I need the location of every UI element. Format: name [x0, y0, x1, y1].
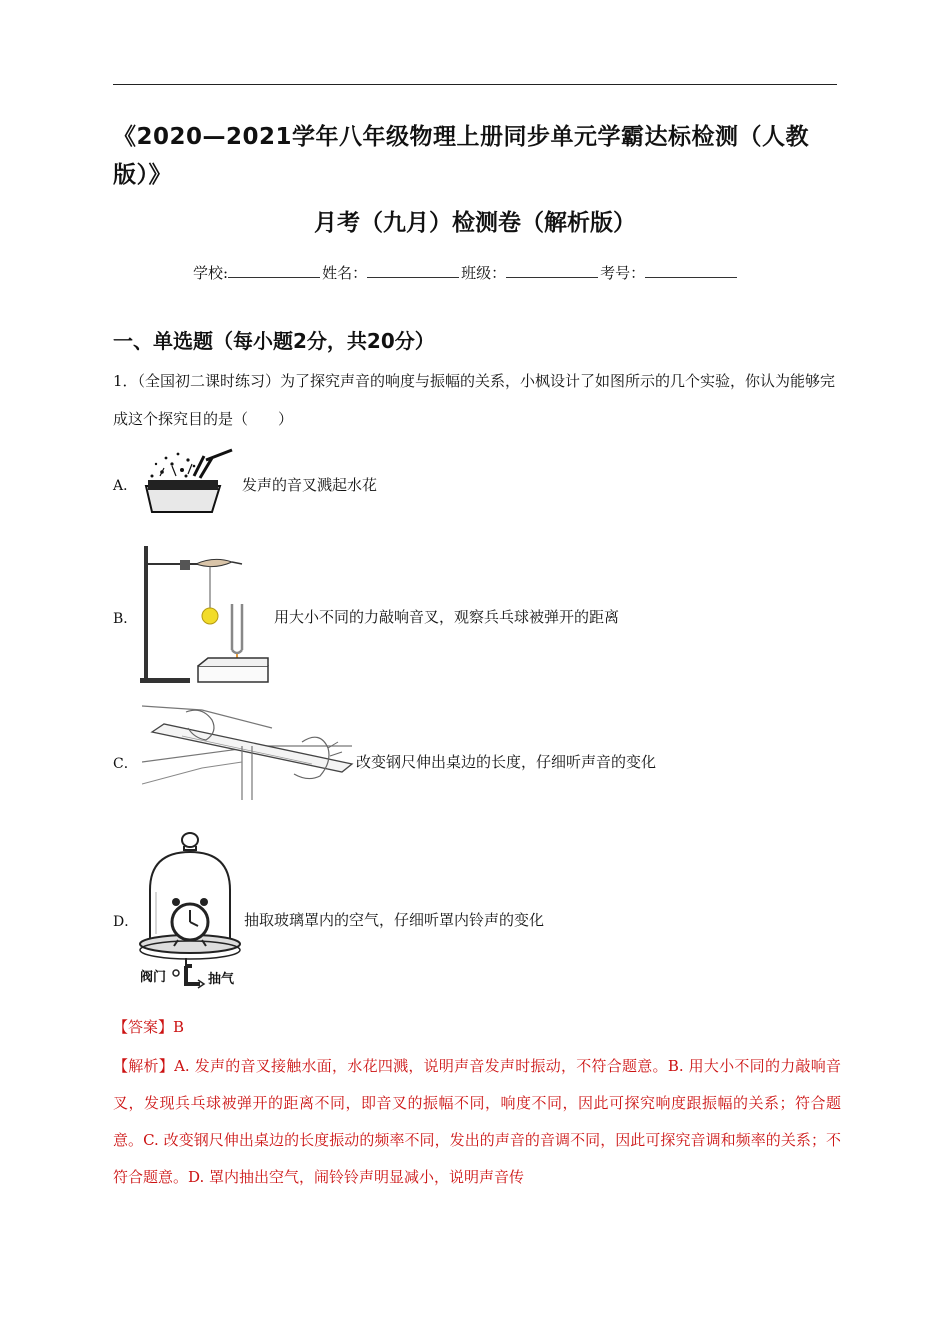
class-blank[interactable]: [506, 262, 598, 278]
school-blank[interactable]: [228, 262, 320, 278]
school-label: 学校:: [193, 264, 229, 282]
name-label: 姓名：: [322, 264, 368, 282]
series-title: 《2020—2021学年八年级物理上册同步单元学霸达标检测（人教版）》: [113, 124, 810, 188]
section-heading: 一、单选题（每小题2分，共20分）: [113, 329, 435, 353]
option-a-text: 发声的音叉溅起水花: [242, 476, 378, 494]
name-blank[interactable]: [367, 262, 459, 278]
option-b-text: 用大小不同的力敲响音叉，观察兵乓球被弹开的距离: [274, 608, 620, 626]
analysis-block: [113, 1048, 841, 1196]
answer-value: B: [173, 1018, 185, 1036]
valve-label: 阀门: [140, 970, 167, 985]
exam-no-blank[interactable]: [645, 262, 737, 278]
option-b-label: B．: [113, 611, 138, 627]
option-d-label: D．: [113, 914, 139, 930]
option-d-text: 抽取玻璃罩内的空气，仔细听罩内铃声的变化: [244, 911, 545, 929]
bell-jar-figure: [136, 830, 244, 992]
valve-pipe-icon: [170, 964, 210, 990]
tuning-fork-water-figure: [142, 446, 238, 516]
exam-no-label: 考号：: [600, 264, 646, 282]
class-label: 班级：: [461, 264, 507, 282]
pump-label: 抽气: [208, 972, 235, 987]
option-c-text: 改变钢尺伸出桌边的长度，仔细听声音的变化: [356, 753, 657, 771]
answer-tag: 【答案】: [113, 1018, 174, 1036]
question-stem: 1．（全国初二课时练习）为了探究声音的响度与振幅的关系，小枫设计了如图所示的几个实验，你认为能够完成这个探究目的是（ ）: [113, 372, 836, 428]
analysis-text: A. 发声的音叉接触水面，水花四溅，说明声音发声时振动，不符合题意。B. 用大小不同的力敲响音叉，发现兵乓球被弹开的距离不同，即音叉的振幅不同，响度不同，因此可探究响度跟振幅的关系；符合题意。C. 改变钢尺伸出桌边的长度振动的频率不同，发出的声音的音调不同，因此可探究音调和频率的关系；不符合题意。D. 罩内抽出空气，闹铃铃声明显减小，说明声音传: [113, 1057, 841, 1186]
student-info-line: [193, 262, 739, 284]
analysis-tag: 【解析】: [113, 1057, 175, 1075]
answer-line: [113, 1016, 184, 1038]
option-c-label: C．: [113, 756, 138, 772]
bell-jar-drawing: [136, 830, 244, 970]
steel-ruler-table-figure: [142, 702, 358, 802]
header-rule: [113, 84, 837, 85]
pingpong-tuning-fork-figure: [138, 542, 270, 688]
exam-title: 月考（九月）检测卷（解析版）: [314, 210, 636, 236]
option-a-label: A．: [113, 478, 138, 494]
